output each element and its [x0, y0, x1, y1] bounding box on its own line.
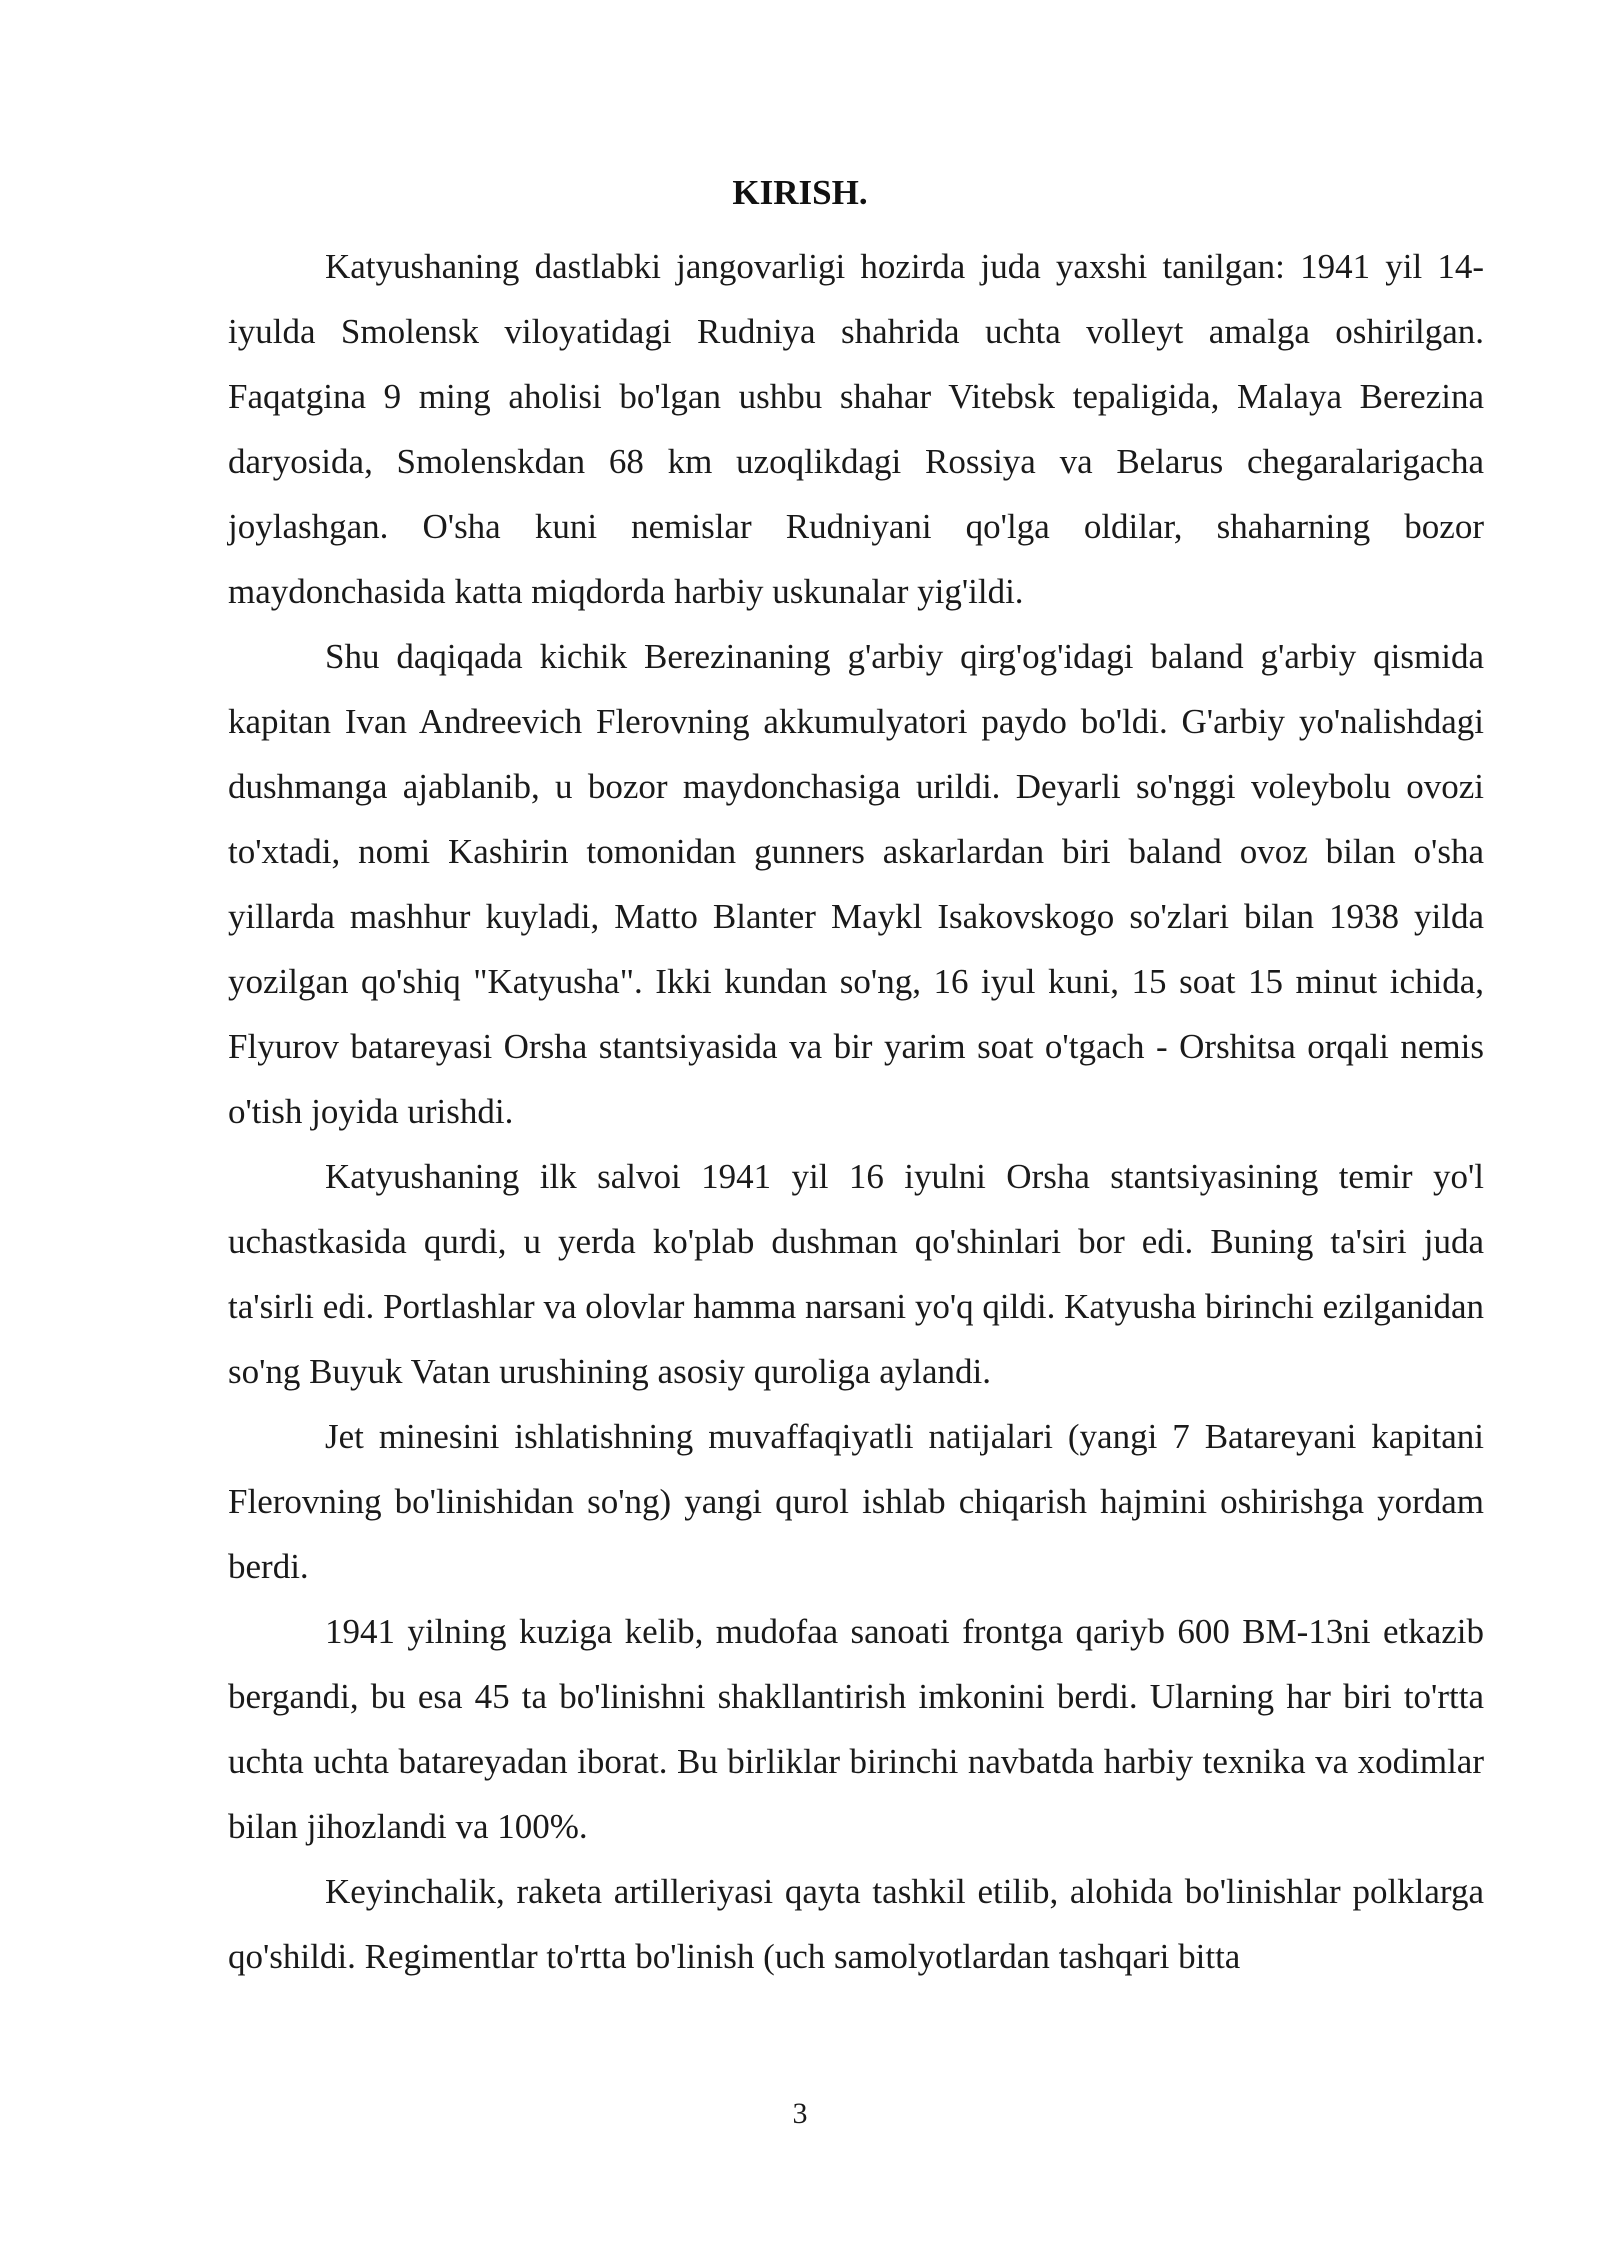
paragraph: 1941 yilning kuziga kelib, mudofaa sanoati frontga qariyb 600 BM-13ni etkazib bergandi, bu esa 45 ta bo'linishni shakllantirish imkonini berdi. Ularning har biri to'rtta uchta uchta batareyadan iborat. Bu birliklar birinchi navbatda harbiy texnika va xodimlar bilan jihozlandi va 100%.	[228, 1612, 1484, 1846]
paragraph: Katyushaning ilk salvoi 1941 yil 16 iyulni Orsha stantsiyasining temir yo'l uchastkasida qurdi, u yerda ko'plab dushman qo'shinlari bor edi. Buning ta'siri juda ta'sirli edi. Portlashlar va olovlar hamma narsani yo'q qildi. Katyusha birinchi ezilganidan so'ng Buyuk Vatan urushining asosiy quroliga aylandi.	[228, 1157, 1484, 1391]
paragraph: Keyinchalik, raketa artilleriyasi qayta tashkil etilib, alohida bo'linishlar polklarga qo'shildi. Regimentlar to'rtta bo'linish (uch samolyotlardan tashqari bitta	[228, 1872, 1484, 1976]
paragraph: Shu daqiqada kichik Berezinaning g'arbiy qirg'og'idagi baland g'arbiy qismida kapitan Ivan Andreevich Flerovning akkumulyatori paydo bo'ldi. G'arbiy yo'nalishdagi dushmanga ajablanib, u bozor maydonchasiga urildi. Deyarli so'nggi voleybolu ovozi to'xtadi, nomi Kashirin tomonidan gunners askarlardan biri baland ovoz bilan o'sha yillarda mashhur kuyladi, Matto Blanter Maykl Isakovskogo so'zlari bilan 1938 yilda yozilgan qo'shiq "Katyusha". Ikki kundan so'ng, 16 iyul kuni, 15 soat 15 minut ichida, Flyurov batareyasi Orsha stantsiyasida va bir yarim soat o'tgach - Orshitsa orqali nemis o'tish joyida urishdi.	[228, 637, 1484, 1131]
body-text	[228, 234, 1484, 1989]
page-number: 3	[792, 2097, 808, 2130]
paragraph: Katyushaning dastlabki jangovarligi hozirda juda yaxshi tanilgan: 1941 yil 14-iyulda Smolensk viloyatidagi Rudniya shahrida uchta volleyt amalga oshirilgan. Faqatgina 9 ming aholisi bo'lgan ushbu shahar Vitebsk tepaligida, Malaya Berezina daryosida, Smolenskdan 68 km uzoqlikdagi Rossiya va Belarus chegaralarigacha joylashgan. O'sha kuni nemislar Rudniyani qo'lga oldilar, shaharning bozor maydonchasida katta miqdorda harbiy uskunalar yig'ildi.	[228, 247, 1484, 611]
paragraph: Jet minesini ishlatishning muvaffaqiyatli natijalari (yangi 7 Batareyani kapitani Flerovning bo'linishidan so'ng) yangi qurol ishlab chiqarish hajmini oshirishga yordam berdi.	[228, 1417, 1484, 1586]
section-title: KIRISH.	[732, 173, 868, 212]
